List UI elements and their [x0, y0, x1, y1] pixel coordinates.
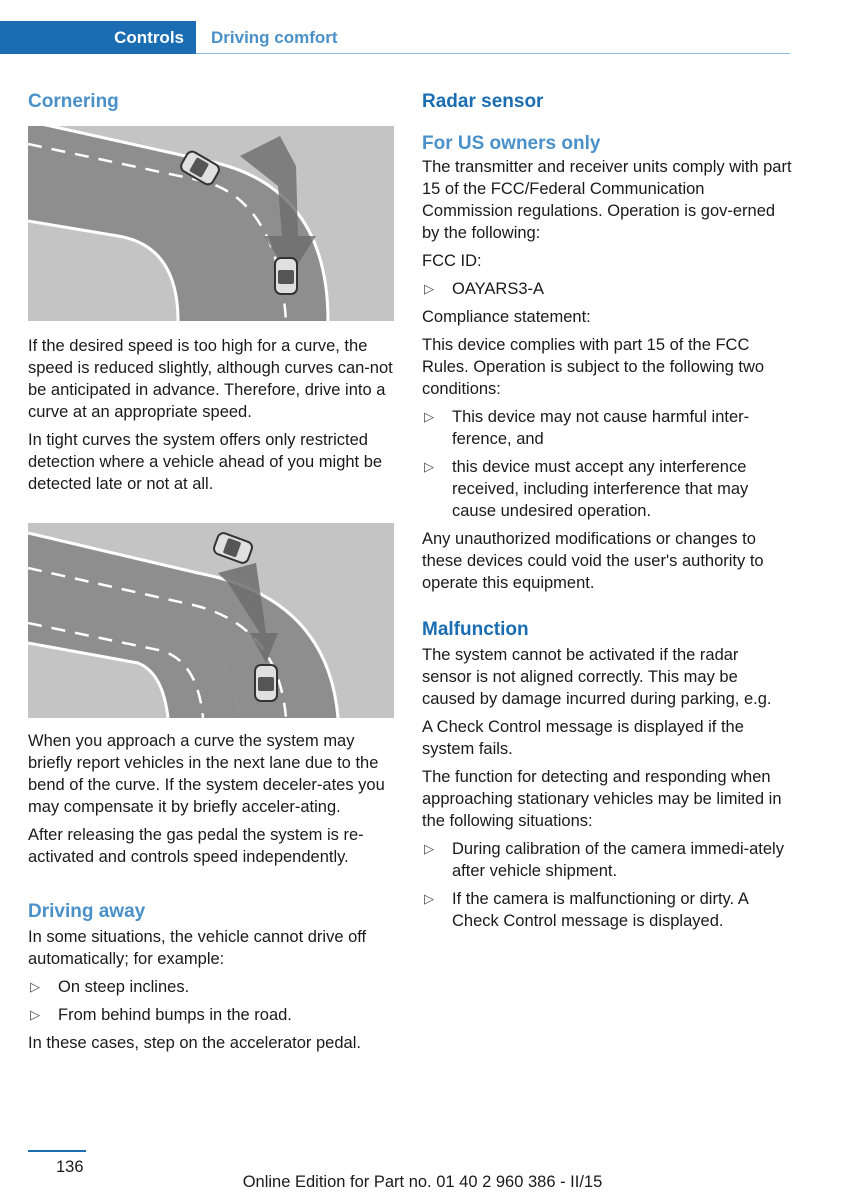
- section-tab: Controls: [0, 21, 196, 54]
- driving-away-list: [28, 976, 396, 1026]
- radar-paragraph-3: Any unauthorized modifications or changes to these devices could void the user's authority to operate this equipment.: [422, 530, 764, 592]
- compliance-label: Compliance statement:: [422, 308, 591, 326]
- header-rule: [196, 53, 790, 54]
- bullet-triangle-icon: ▷: [30, 1007, 40, 1022]
- left-column: [28, 88, 396, 1060]
- cornering-paragraph-4: After releasing the gas pedal the system is re-activated and controls speed independently.: [28, 826, 364, 866]
- fcc-id-list: [422, 278, 792, 300]
- page-number: 136: [56, 1158, 84, 1176]
- heading-driving-away: Driving away: [28, 901, 146, 922]
- cornering-paragraph-1: If the desired speed is too high for a curve, the speed is reduced slightly, although curves can-not be anticipated in advance. Therefore, drive into a curve at an appropriate speed.: [28, 337, 393, 421]
- malfunction-list: [422, 838, 792, 932]
- list-item: ▷ On steep inclines.: [30, 978, 190, 996]
- radar-paragraph-1: The transmitter and receiver units comply with part 15 of the FCC/Federal Communication Commission regulations. Operation is gov-erned by the following:: [422, 158, 792, 242]
- list-item: ▷ This device may not cause harmful inter-ference, and: [424, 408, 750, 448]
- list-item: ▷ From behind bumps in the road.: [30, 1006, 292, 1024]
- bullet-triangle-icon: ▷: [424, 281, 434, 296]
- list-item: ▷ During calibration of the camera immedi-ately after vehicle shipment.: [424, 840, 784, 880]
- cornering-paragraph-2: In tight curves the system offers only restricted detection where a vehicle ahead of you might be detected late or not at all.: [28, 431, 383, 493]
- list-item: ▷ If the camera is malfunctioning or dirty. A Check Control message is displayed.: [424, 890, 748, 930]
- subheading-us-owners: For US owners only: [422, 133, 601, 154]
- bullet-triangle-icon: ▷: [424, 409, 434, 424]
- heading-radar-sensor: Radar sensor: [422, 91, 544, 112]
- edition-note: Online Edition for Part no. 01 40 2 960 386 - II/15: [242, 1173, 603, 1191]
- illustration-cornering-tight-curve: [28, 126, 394, 321]
- illustration-curve-adjacent-lane: [28, 523, 394, 718]
- malfunction-paragraph-3: The function for detecting and responding when approaching stationary vehicles may be limited in the following situations:: [422, 768, 782, 830]
- right-column: [422, 88, 792, 938]
- page-header: [0, 21, 790, 54]
- fcc-id-label: FCC ID:: [422, 252, 482, 270]
- heading-cornering: Cornering: [28, 91, 119, 112]
- subsection-title: Driving comfort: [211, 27, 338, 47]
- malfunction-paragraph-2: A Check Control message is displayed if the system fails.: [422, 718, 744, 758]
- bullet-triangle-icon: ▷: [424, 841, 434, 856]
- footer-rule: [28, 1150, 86, 1152]
- cornering-paragraph-3: When you approach a curve the system may briefly report vehicles in the next lane due to the bend of the curve. If the system deceler-ates you may compensate it by briefly acceler-ating.: [28, 732, 385, 816]
- driving-away-intro: In some situations, the vehicle cannot drive off automatically; for example:: [28, 928, 367, 968]
- list-item: ▷ this device must accept any interference received, including interference that may cause undesired operation.: [424, 458, 749, 520]
- radar-paragraph-2: This device complies with part 15 of the FCC Rules. Operation is subject to the following two conditions:: [422, 336, 765, 398]
- bullet-triangle-icon: ▷: [30, 979, 40, 994]
- heading-malfunction: Malfunction: [422, 619, 529, 640]
- conditions-list: [422, 406, 792, 522]
- bullet-triangle-icon: ▷: [424, 891, 434, 906]
- malfunction-paragraph-1: The system cannot be activated if the radar sensor is not aligned correctly. This may be caused by damage incurred during parking, e.g.: [422, 646, 772, 708]
- bullet-triangle-icon: ▷: [424, 459, 434, 474]
- driving-away-outro: In these cases, step on the accelerator pedal.: [28, 1034, 361, 1052]
- list-item: ▷ OAYARS3-A: [424, 280, 544, 298]
